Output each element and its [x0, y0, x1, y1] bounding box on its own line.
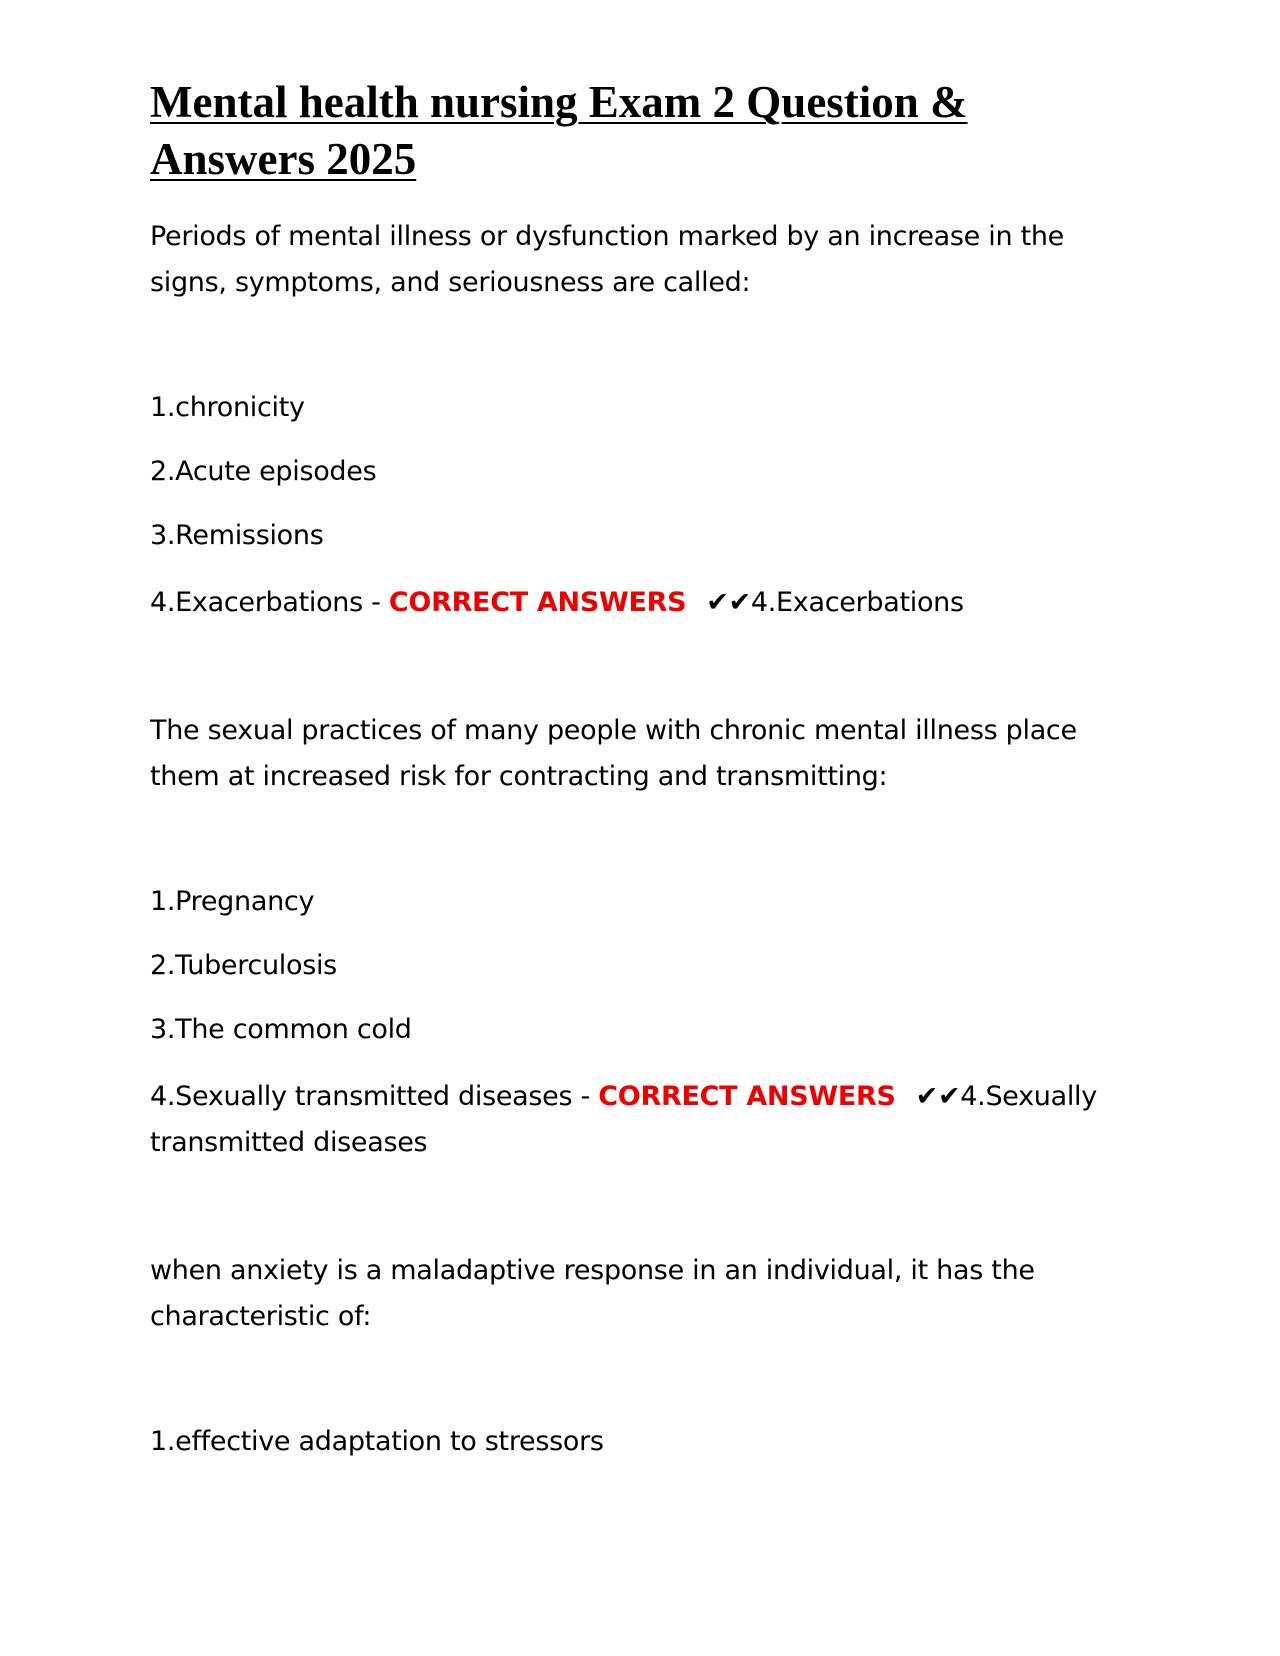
question-prompt: The sexual practices of many people with chronic mental illness place them at increased risk for contracting and transmitting: — [150, 715, 1077, 792]
document-title: Mental health nursing Exam 2 Question & Answers 2025 — [150, 77, 968, 184]
question-block — [150, 1248, 1110, 1462]
document-page — [150, 74, 1110, 1486]
correct-answer-text: 4.Exacerbations — [750, 587, 964, 618]
correct-answers-label: CORRECT ANSWERS — [598, 1081, 896, 1112]
question-block — [150, 214, 1110, 626]
answer-option-text: 4.Exacerbations - — [150, 587, 381, 618]
answer-option: 3.The common cold — [150, 1014, 412, 1045]
answer-option: 1.effective adaptation to stressors — [150, 1426, 604, 1457]
answer-option: 1.Pregnancy — [150, 886, 315, 917]
correct-answers-label: CORRECT ANSWERS — [388, 587, 687, 618]
answer-option: 3.Remissions — [150, 520, 324, 551]
answer-option: 2.Tuberculosis — [150, 950, 337, 981]
answer-option: 1.chronicity — [150, 392, 305, 423]
question-prompt: Periods of mental illness or dysfunction marked by an increase in the signs, symptoms, and seriousness are called: — [150, 221, 1064, 298]
correct-answer-text: 4.Sexually transmitted diseases — [150, 1081, 1097, 1158]
check-mark-icon: ✔✔ — [706, 587, 751, 618]
answer-option-text: 4.Sexually transmitted diseases - — [150, 1081, 590, 1112]
answer-option-with-correct — [150, 1074, 1110, 1166]
answer-option: 2.Acute episodes — [150, 456, 377, 487]
question-block — [150, 708, 1110, 1166]
check-mark-icon: ✔✔ — [915, 1081, 961, 1112]
question-prompt: when anxiety is a maladaptive response in an individual, it has the characteristic of: — [150, 1255, 1035, 1332]
answer-option-with-correct — [150, 580, 1110, 626]
